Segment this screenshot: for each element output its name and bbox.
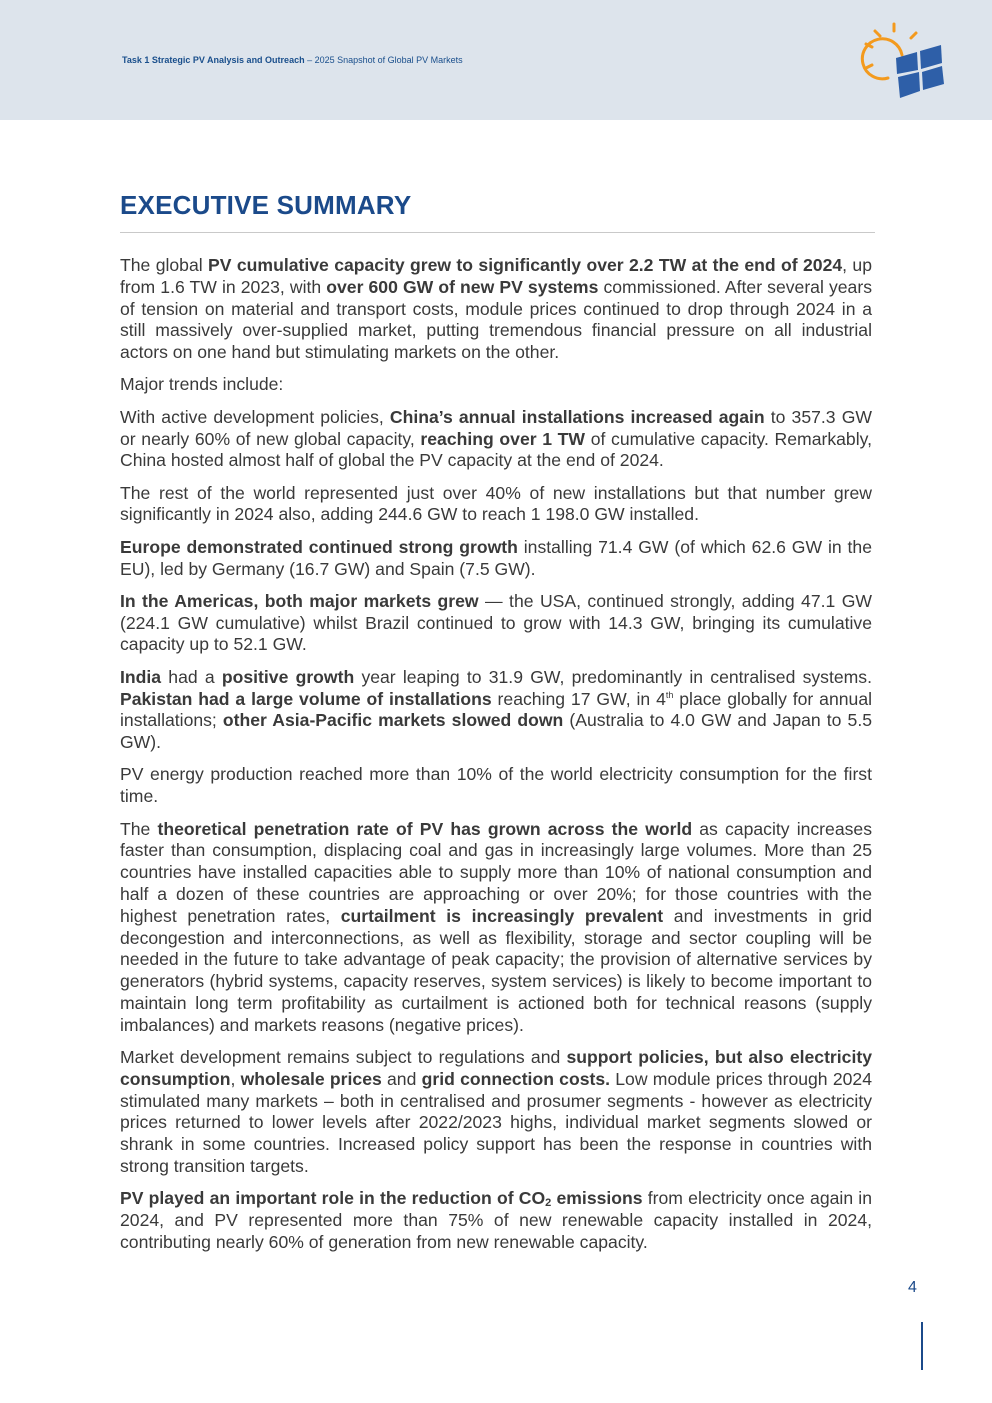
text: place globally for annual installations; [120, 688, 873, 731]
text: With active development policies, [120, 406, 390, 427]
text: (Australia to 4.0 GW and Japan to 5.5 GW). [120, 710, 872, 753]
text: — the USA, continued strongly, adding 47.1 GW (224.1 GW cumulative) whilst Brazil continued to grow with 14.3 GW, bringing its cumulative capacity up to 52.1 GW. [120, 590, 872, 655]
text: commissioned. After several years of tension on material and transport costs, module prices continued to drop through 2024 in a still massively over-supplied market, putting tremendous financial pressure on all industrial actors on one hand but stimulating markets on the other. [120, 276, 872, 363]
text: from electricity once again in 2024, and PV represented more than 75% of new renewable capacity installed in 2024, contributing nearly 60% of generation from new renewable capacity. [120, 1188, 872, 1252]
bold-text: Pakistan had a large volume of installations [120, 688, 492, 709]
paragraph-energy-production [120, 764, 872, 808]
paragraph-penetration-rate [120, 819, 872, 1037]
running-header-bold: Task 1 Strategic PV Analysis and Outreach [122, 55, 305, 65]
text: year leaping to 31.9 GW, predominantly in centralised systems. [354, 666, 872, 687]
bold-text: India [120, 666, 162, 687]
bold-text: other Asia-Pacific markets slowed down [222, 710, 564, 731]
subscript: 2 [545, 1197, 552, 1210]
bold-text: China’s annual installations increased again [389, 406, 765, 427]
text: had a [161, 666, 222, 687]
bold-text: support policies, but also electricity consumption [120, 1047, 872, 1089]
text: , [230, 1068, 241, 1089]
paragraph-americas [120, 591, 872, 656]
text: to 357.3 GW or nearly 60% of new global capacity, [120, 406, 872, 449]
bold-text: grid connection costs. [421, 1068, 611, 1089]
bold-text: positive growth [221, 666, 355, 687]
running-header-rest: – 2025 Snapshot of Global PV Markets [304, 55, 463, 65]
bold-text: emissions [551, 1188, 643, 1209]
bold-text: Europe demonstrated continued strong growth [120, 536, 518, 557]
bold-text: curtailment is increasingly prevalent [340, 905, 664, 926]
text: The [120, 818, 158, 839]
text: and [381, 1068, 422, 1089]
paragraph-europe [120, 537, 872, 581]
executive-summary-body [120, 255, 872, 1264]
text: Low module prices through 2024 stimulated many markets – both in centralised and prosumer segments - however as electricity prices returned to lower levels after 2022/2023 highs, individual market segments slowed or shrank in some countries. Increased policy support has been the response in countries with strong transition targets. [120, 1068, 872, 1176]
page-number: 4 [908, 1279, 917, 1296]
text: The rest of the world represented just over 40% of new installations but that number grew significantly in 2024 also, adding 244.6 GW to reach 1 198.0 GW installed. [120, 482, 872, 525]
bold-text: PV played an important role in the reduction of CO [120, 1188, 546, 1209]
text: Market development remains subject to regulations and [120, 1047, 567, 1067]
text: , up from 1.6 TW in 2023, with [120, 255, 872, 297]
text: and investments in grid decongestion and interconnections, as well as flexibility, storage and sector coupling will be needed in the future to take advantage of peak capacity; the provision of alternative services by generators (hybrid systems, capacity reserves, system services) is likely to become important to maintain long term profitability as curtailment is actioned both for technical reasons (supply imbalances) and markets reasons (negative prices). [120, 905, 873, 1035]
paragraph-global-capacity [120, 255, 872, 364]
bold-text: over 600 GW of new PV systems [326, 276, 599, 297]
bold-text: PV cumulative capacity grew to significantly over 2.2 TW at the end of 2024 [208, 255, 843, 275]
paragraph-major-trends [120, 374, 872, 396]
paragraph-co2-reduction [120, 1188, 872, 1253]
title-divider [120, 232, 875, 233]
text: reaching 17 GW, in 4 [491, 688, 666, 709]
text: Major trends include: [120, 374, 284, 395]
running-header [122, 55, 463, 65]
paragraph-asia-pacific [120, 667, 872, 754]
bold-text: reaching over 1 TW [420, 428, 586, 449]
section-title: EXECUTIVE SUMMARY [120, 190, 412, 220]
text: The global [120, 255, 209, 275]
text: PV energy production reached more than 10% of the world electricity consumption for the first time. [120, 764, 872, 807]
text: installing 71.4 GW (of which 62.6 GW in the EU), led by Germany (16.7 GW) and Spain (7.5 GW). [120, 536, 872, 579]
paragraph-rest-of-world [120, 483, 872, 527]
text: of cumulative capacity. Remarkably, China hosted almost half of global the PV capacity at the end of 2024. [120, 428, 872, 471]
margin-bar [921, 1322, 923, 1370]
superscript: th [665, 689, 674, 700]
bold-text: In the Americas, both major markets grew [120, 590, 479, 611]
paragraph-market-development [120, 1047, 872, 1178]
bold-text: wholesale prices [240, 1068, 382, 1089]
paragraph-china [120, 407, 872, 472]
text: as capacity increases faster than consumption, displacing coal and gas in increasingly large volumes. More than 25 countries have installed capacities able to supply more than 10% of national consumption and half a dozen of these countries are approaching or over 20%; for those countries with the highest penetration rates, [120, 818, 872, 926]
bold-text: theoretical penetration rate of PV has grown across the world [157, 818, 693, 839]
sun-solar-panel-logo-icon [858, 22, 946, 102]
